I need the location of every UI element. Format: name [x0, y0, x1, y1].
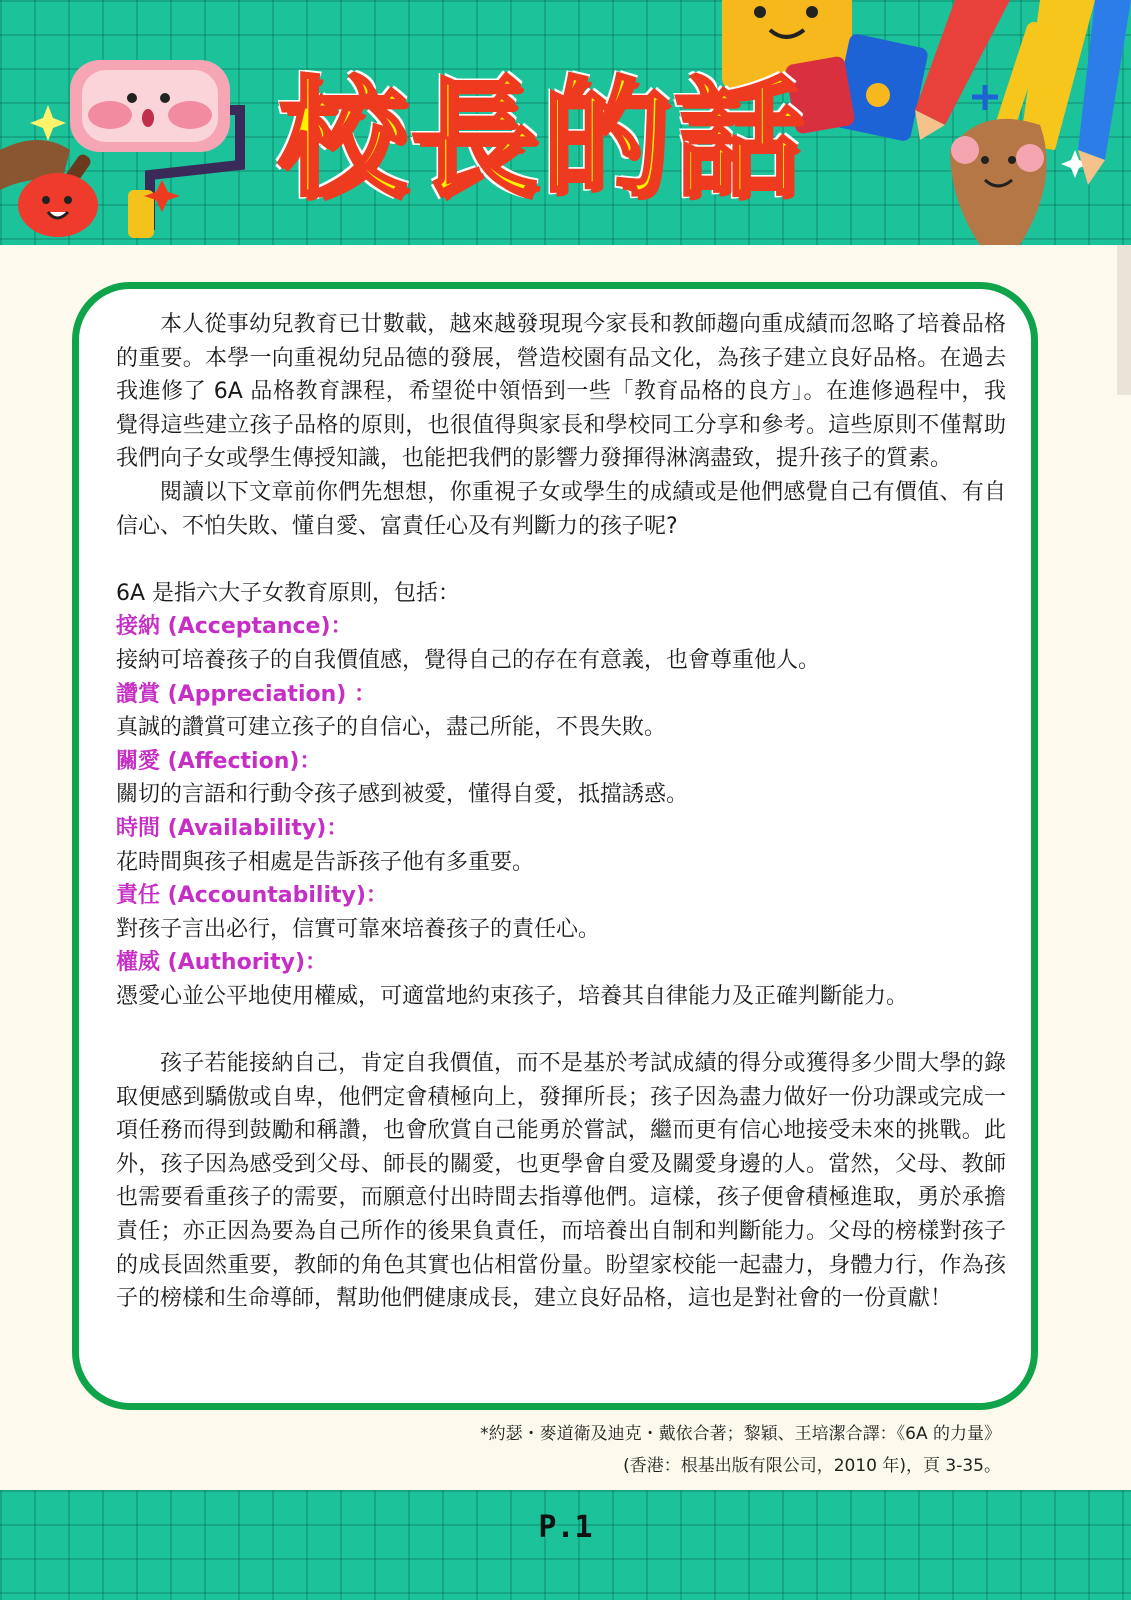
principle-text-appreciation: 真誠的讚賞可建立孩子的自信心，盡己所能，不畏失敗。 [116, 715, 667, 741]
principle-text-acceptance: 接納可培養孩子的自我價值感，覺得自己的存在有意義，也會尊重他人。 [116, 647, 821, 673]
page-title: 校長的話 [277, 65, 806, 214]
citation [301, 1418, 1001, 1482]
principle-heading-authority: 權威 (Authority)： [116, 950, 327, 976]
citation-line-2: (香港：根基出版有限公司，2010 年)，頁 3-35。 [623, 1456, 1001, 1476]
principle-text-availability: 花時間與孩子相處是告訴孩子他有多重要。 [116, 849, 535, 875]
citation-line-1: *約瑟・麥道衛及迪克・戴依合著；黎穎、王培潔合譯：《6A 的力量》 [480, 1424, 1001, 1444]
article-body [116, 308, 1006, 1316]
principle-text-affection: 關切的言語和行動令孩子感到被愛，懂得自愛，抵擋誘惑。 [116, 782, 689, 808]
intro-question-paragraph: 閱讀以下文章前你們先想想，你重視子女或學生的成績或是他們感覺自己有價值、有自信心、不怕失敗、懂自愛、富責任心及有判斷力的孩子呢? [116, 479, 1006, 539]
footer-banner [0, 1490, 1131, 1600]
paint-brush-character-icon [0, 140, 98, 237]
side-decoration [1117, 245, 1131, 395]
principle-text-accountability: 對孩子言出必行，信實可靠來培養孩子的責任心。 [116, 916, 601, 942]
principle-heading-availability: 時間 (Availability)： [116, 815, 349, 841]
principle-text-authority: 憑愛心並公平地使用權威，可適當地約束孩子，培養其自律能力及正確判斷能力。 [116, 983, 909, 1009]
principles-intro: 6A 是指六大子女教育原則，包括： [116, 580, 461, 606]
principle-heading-accountability: 責任 (Accountability)： [116, 883, 388, 909]
principle-heading-affection: 關愛 (Affection)： [116, 748, 322, 774]
plus-sparkle-icon [972, 85, 998, 110]
page-number: P.1 [538, 1510, 593, 1545]
header-banner [0, 0, 1131, 245]
intro-paragraph: 本人從事幼兒教育已廿數載，越來越發現現今家長和教師趨向重成績而忽略了培養品格的重要。本學一向重視幼兒品德的發展，營造校園有品文化，為孩子建立良好品格。在過去我進修了 6A 品格教育課程，希望從中領悟到一些「教育品格的良方」。在進修過程中，我覺得這些建立孩子品格的原則，也很值得與家長和學校同工分享和參考。這些原則不僅幫助我們向子女或學生傳授知識，也能把我們的影響力發揮得淋漓盡致，提升孩子的質素。 [116, 312, 1006, 472]
sparkle-icon [30, 105, 66, 141]
principle-heading-appreciation: 讚賞 (Appreciation) ： [116, 681, 376, 707]
principle-heading-acceptance: 接納 (Acceptance)： [116, 614, 353, 640]
conclusion-paragraph: 孩子若能接納自己，肯定自我價值，而不是基於考試成績的得分或獲得多少間大學的錄取便感到驕傲或自卑，他們定會積極向上，發揮所長；孩子因為盡力做好一份功課或完成一項任務而得到鼓勵和稱讚，也會欣賞自己能勇於嘗試，繼而更有信心地接受未來的挑戰。此外，孩子因為感受到父母、師長的關愛，也更學會自愛及關愛身邊的人。當然，父母、教師也需要看重孩子的需要，而願意付出時間去指導他們。這樣，孩子便會積極進取，勇於承擔責任；亦正因為要為自己所作的後果負責任，而培養出自制和判斷能力。父母的榜樣對孩子的成長固然重要，教師的角色其實也佔相當份量。盼望家校能一起盡力，身體力行，作為孩子的榜樣和生命導師，幫助他們健康成長，建立良好品格，這也是對社會的一份貢獻！ [116, 1051, 1006, 1312]
